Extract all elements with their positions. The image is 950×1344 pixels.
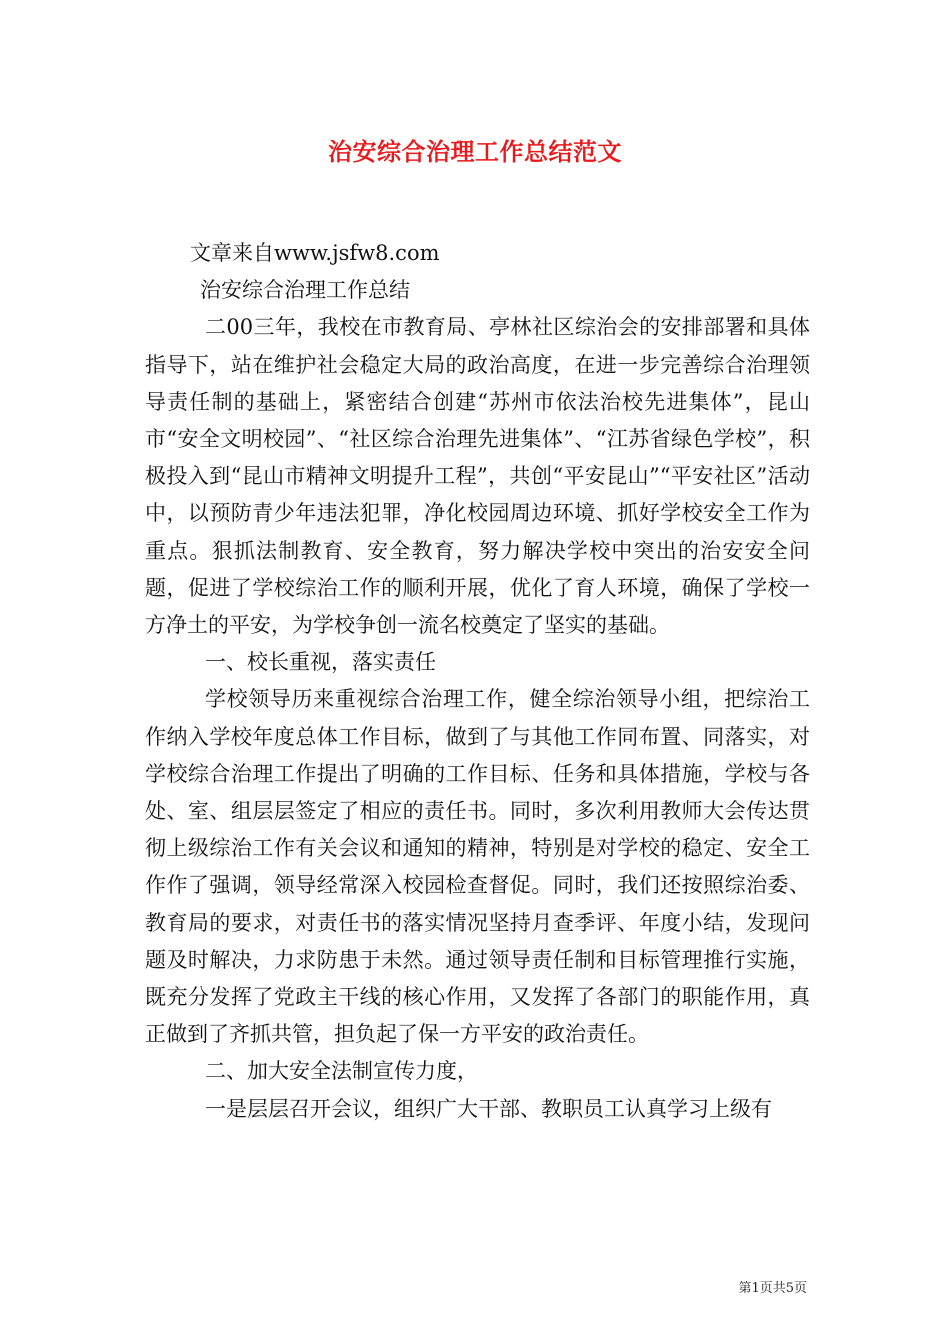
paragraph-section-1: 学校领导历来重视综合治理工作，健全综治领导小组，把综治工作纳入学校年度总体工作目标，做到了与其他工作同布置、同落实，对学校综合治理工作提出了明确的工作目标、任务和具体措施，学校与各处、室、组层层签定了相应的责任书。同时，多次利用教师大会传达贯彻上级综治工作有关会议和通知的精神，特别是对学校的稳定、安全工作作了强调，领导经常深入校园检查督促。同时，我们还按照综治委、教育局的要求，对责任书的落实情况坚持月查季评、年度小结，发现问题及时解决，力求防患于未然。通过领导责任制和目标管理推行实施，既充分发挥了党政主干线的核心作用，又发挥了各部门的职能作用，真正做到了齐抓共管，担负起了保一方平安的政治责任。 [145, 687, 810, 1047]
page-number: 第1页共5页 [738, 1281, 807, 1296]
section-heading-1: 一、校长重视，落实责任 [205, 650, 436, 675]
document-subtitle: 治安综合治理工作总结 [200, 278, 410, 303]
paragraph-intro: 二00三年，我校在市教育局、亭林社区综治会的安排部署和具体指导下，站在维护社会稳定大局的政治高度，在进一步完善综合治理领导责任制的基础上，紧密结合创建“苏州市依法治校先进集体”，昆山市“安全文明校园”、“社区综合治理先进集体”、“江苏省绿色学校”，积极投入到“昆山市精神文明提升工程”，共创“平安昆山”“平安社区”活动中，以预防青少年违法犯罪，净化校园周边环境、抓好学校安全工作为重点。狠抓法制教育、安全教育，努力解决学校中突出的治安安全问题，促进了学校综治工作的顺利开展，优化了育人环境，确保了学校一方净土的平安，为学校争创一流名校奠定了坚实的基础。 [145, 315, 810, 638]
source-line: 文章来自www.jsfw8.com [190, 241, 440, 265]
paragraph-section-2: 一是层层召开会议，组织广大干部、教职员工认真学习上级有 [205, 1096, 772, 1121]
document-title: 治安综合治理工作总结范文 [328, 137, 622, 166]
document-body [145, 235, 810, 1128]
section-heading-2: 二、加大安全法制宣传力度， [205, 1059, 478, 1084]
